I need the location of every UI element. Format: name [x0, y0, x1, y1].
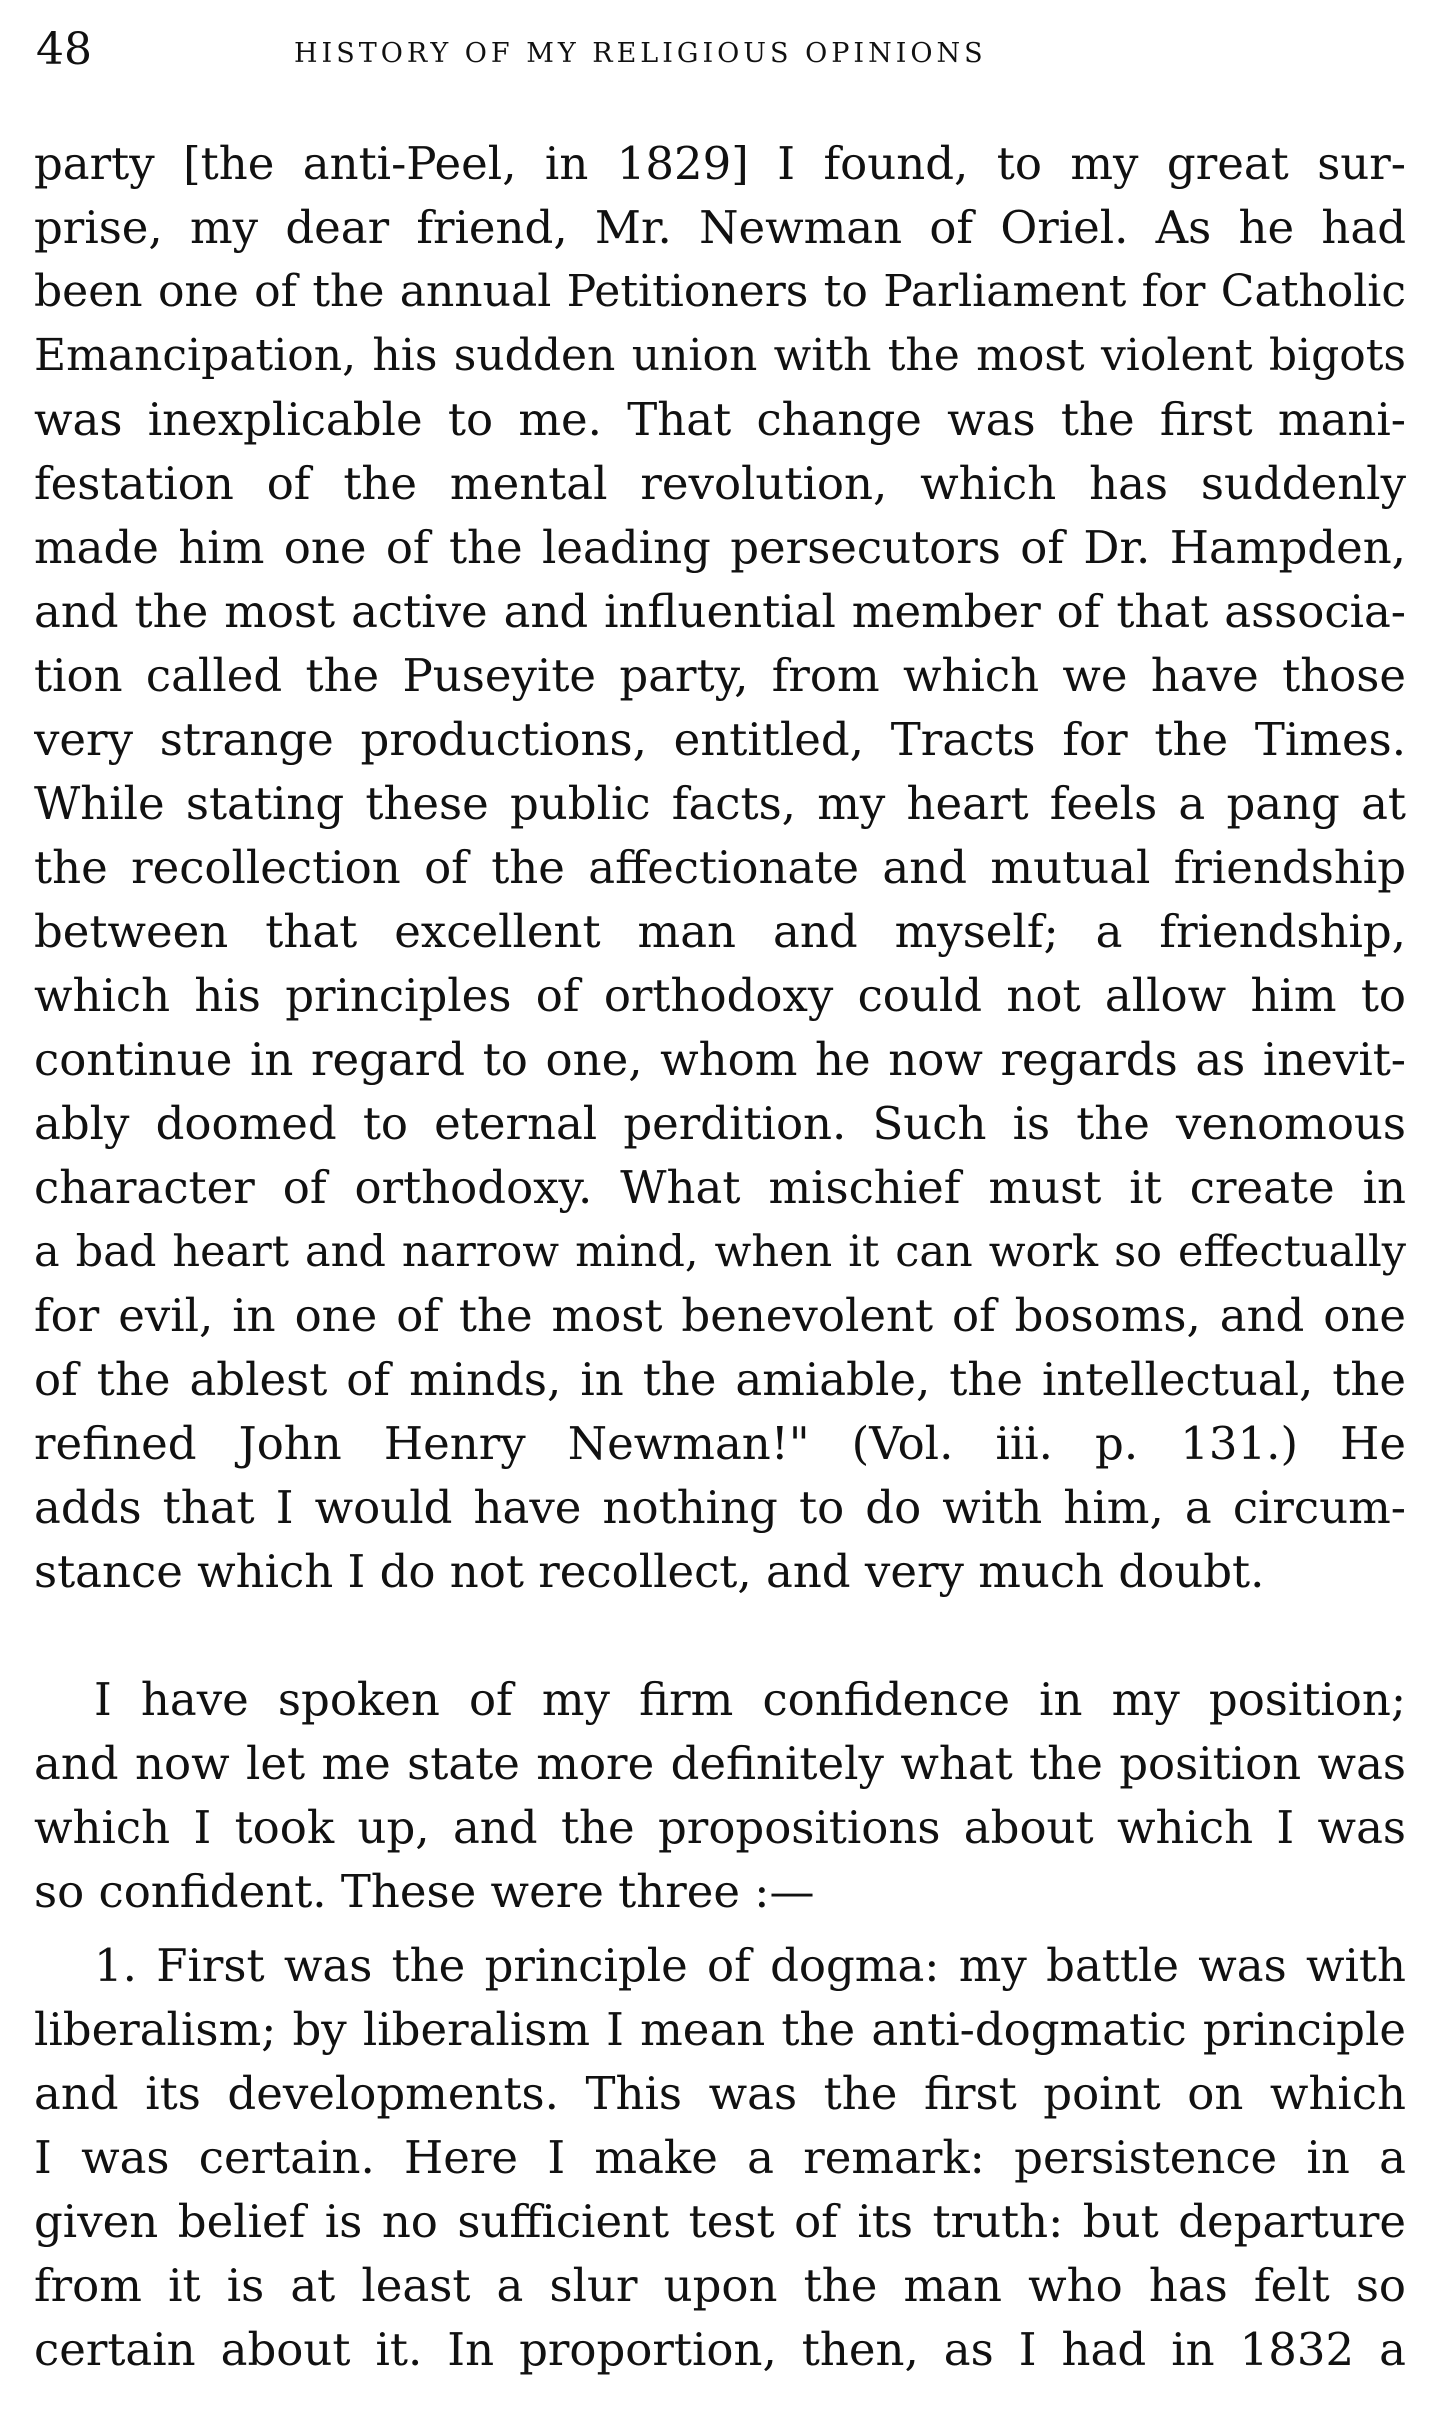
- text-line: Emancipation, his sudden union with the most violent bigots: [34, 330, 1406, 381]
- text-line: of the ablest of minds, in the amiable, the intellectual, the: [34, 1353, 1406, 1406]
- page-number: 48: [36, 24, 92, 75]
- text-line: While stating these public facts, my heart feels a pang at: [34, 777, 1406, 830]
- text-line: between that excellent man and myself; a friendship,: [34, 905, 1406, 958]
- text-line: and its developments. This was the first point on which: [34, 2067, 1406, 2120]
- text-line: which I took up, and the propositions about which I was: [34, 1801, 1406, 1854]
- text-line: I have spoken of my firm confidence in my position;: [94, 1673, 1406, 1726]
- text-line: adds that I would have nothing to do with him, a circum-: [34, 1481, 1406, 1534]
- text-line: refined John Henry Newman!" (Vol. iii. p. 131.) He: [34, 1417, 1406, 1470]
- text-line: continue in regard to one, whom he now regards as inevit-: [34, 1033, 1406, 1086]
- text-line: the recollection of the affectionate and mutual friendship: [34, 841, 1406, 894]
- paragraph-principle-of-dogma: [34, 1934, 1406, 2382]
- text-line: 1. First was the principle of dogma: my battle was with: [94, 1939, 1406, 1992]
- running-head: HISTORY OF MY RELIGIOUS OPINIONS: [294, 38, 987, 69]
- text-line: festation of the mental revolution, which has suddenly: [34, 457, 1406, 510]
- text-line: tion called the Puseyite party, from which we have those: [34, 649, 1406, 702]
- text-line: made him one of the leading persecutors of Dr. Hampden,: [34, 521, 1406, 574]
- text-line: prise, my dear friend, Mr. Newman of Oriel. As he had: [34, 201, 1406, 254]
- text-line: liberalism; by liberalism I mean the anti-dogmatic principle: [34, 2003, 1406, 2056]
- paragraph-quotation-end: [34, 132, 1406, 1604]
- text-line: party [the anti-Peel, in 1829] I found, to my great sur-: [34, 137, 1406, 190]
- text-line: and the most active and influential member of that associa-: [34, 585, 1406, 638]
- text-line: been one of the annual Petitioners to Parliament for Catholic: [34, 266, 1406, 317]
- text-line: certain about it. In proportion, then, as I had in 1832 a: [34, 2323, 1406, 2376]
- text-line: very strange productions, entitled, Tracts for the Times.: [34, 713, 1406, 766]
- text-line: character of orthodoxy. What mischief must it create in: [34, 1161, 1406, 1214]
- page-header: [36, 22, 1406, 82]
- text-line: I was certain. Here I make a remark: persistence in a: [34, 2131, 1406, 2184]
- text-line: so confident. These were three :—: [34, 1865, 815, 1918]
- text-line: given belief is no sufficient test of its truth: but departure: [34, 2195, 1406, 2248]
- paragraph-position: [34, 1668, 1406, 1924]
- text-line: and now let me state more definitely what the position was: [34, 1737, 1406, 1790]
- text-line: ably doomed to eternal perdition. Such is the venomous: [34, 1097, 1406, 1150]
- text-line: which his principles of orthodoxy could not allow him to: [34, 969, 1406, 1022]
- text-line: a bad heart and narrow mind, when it can work so effectually: [34, 1227, 1406, 1277]
- text-line: from it is at least a slur upon the man who has felt so: [34, 2259, 1406, 2312]
- text-line: for evil, in one of the most benevolent of bosoms, and one: [34, 1289, 1406, 1342]
- text-line: was inexplicable to me. That change was the first mani-: [34, 393, 1406, 446]
- text-line: stance which I do not recollect, and very much doubt.: [34, 1545, 1265, 1598]
